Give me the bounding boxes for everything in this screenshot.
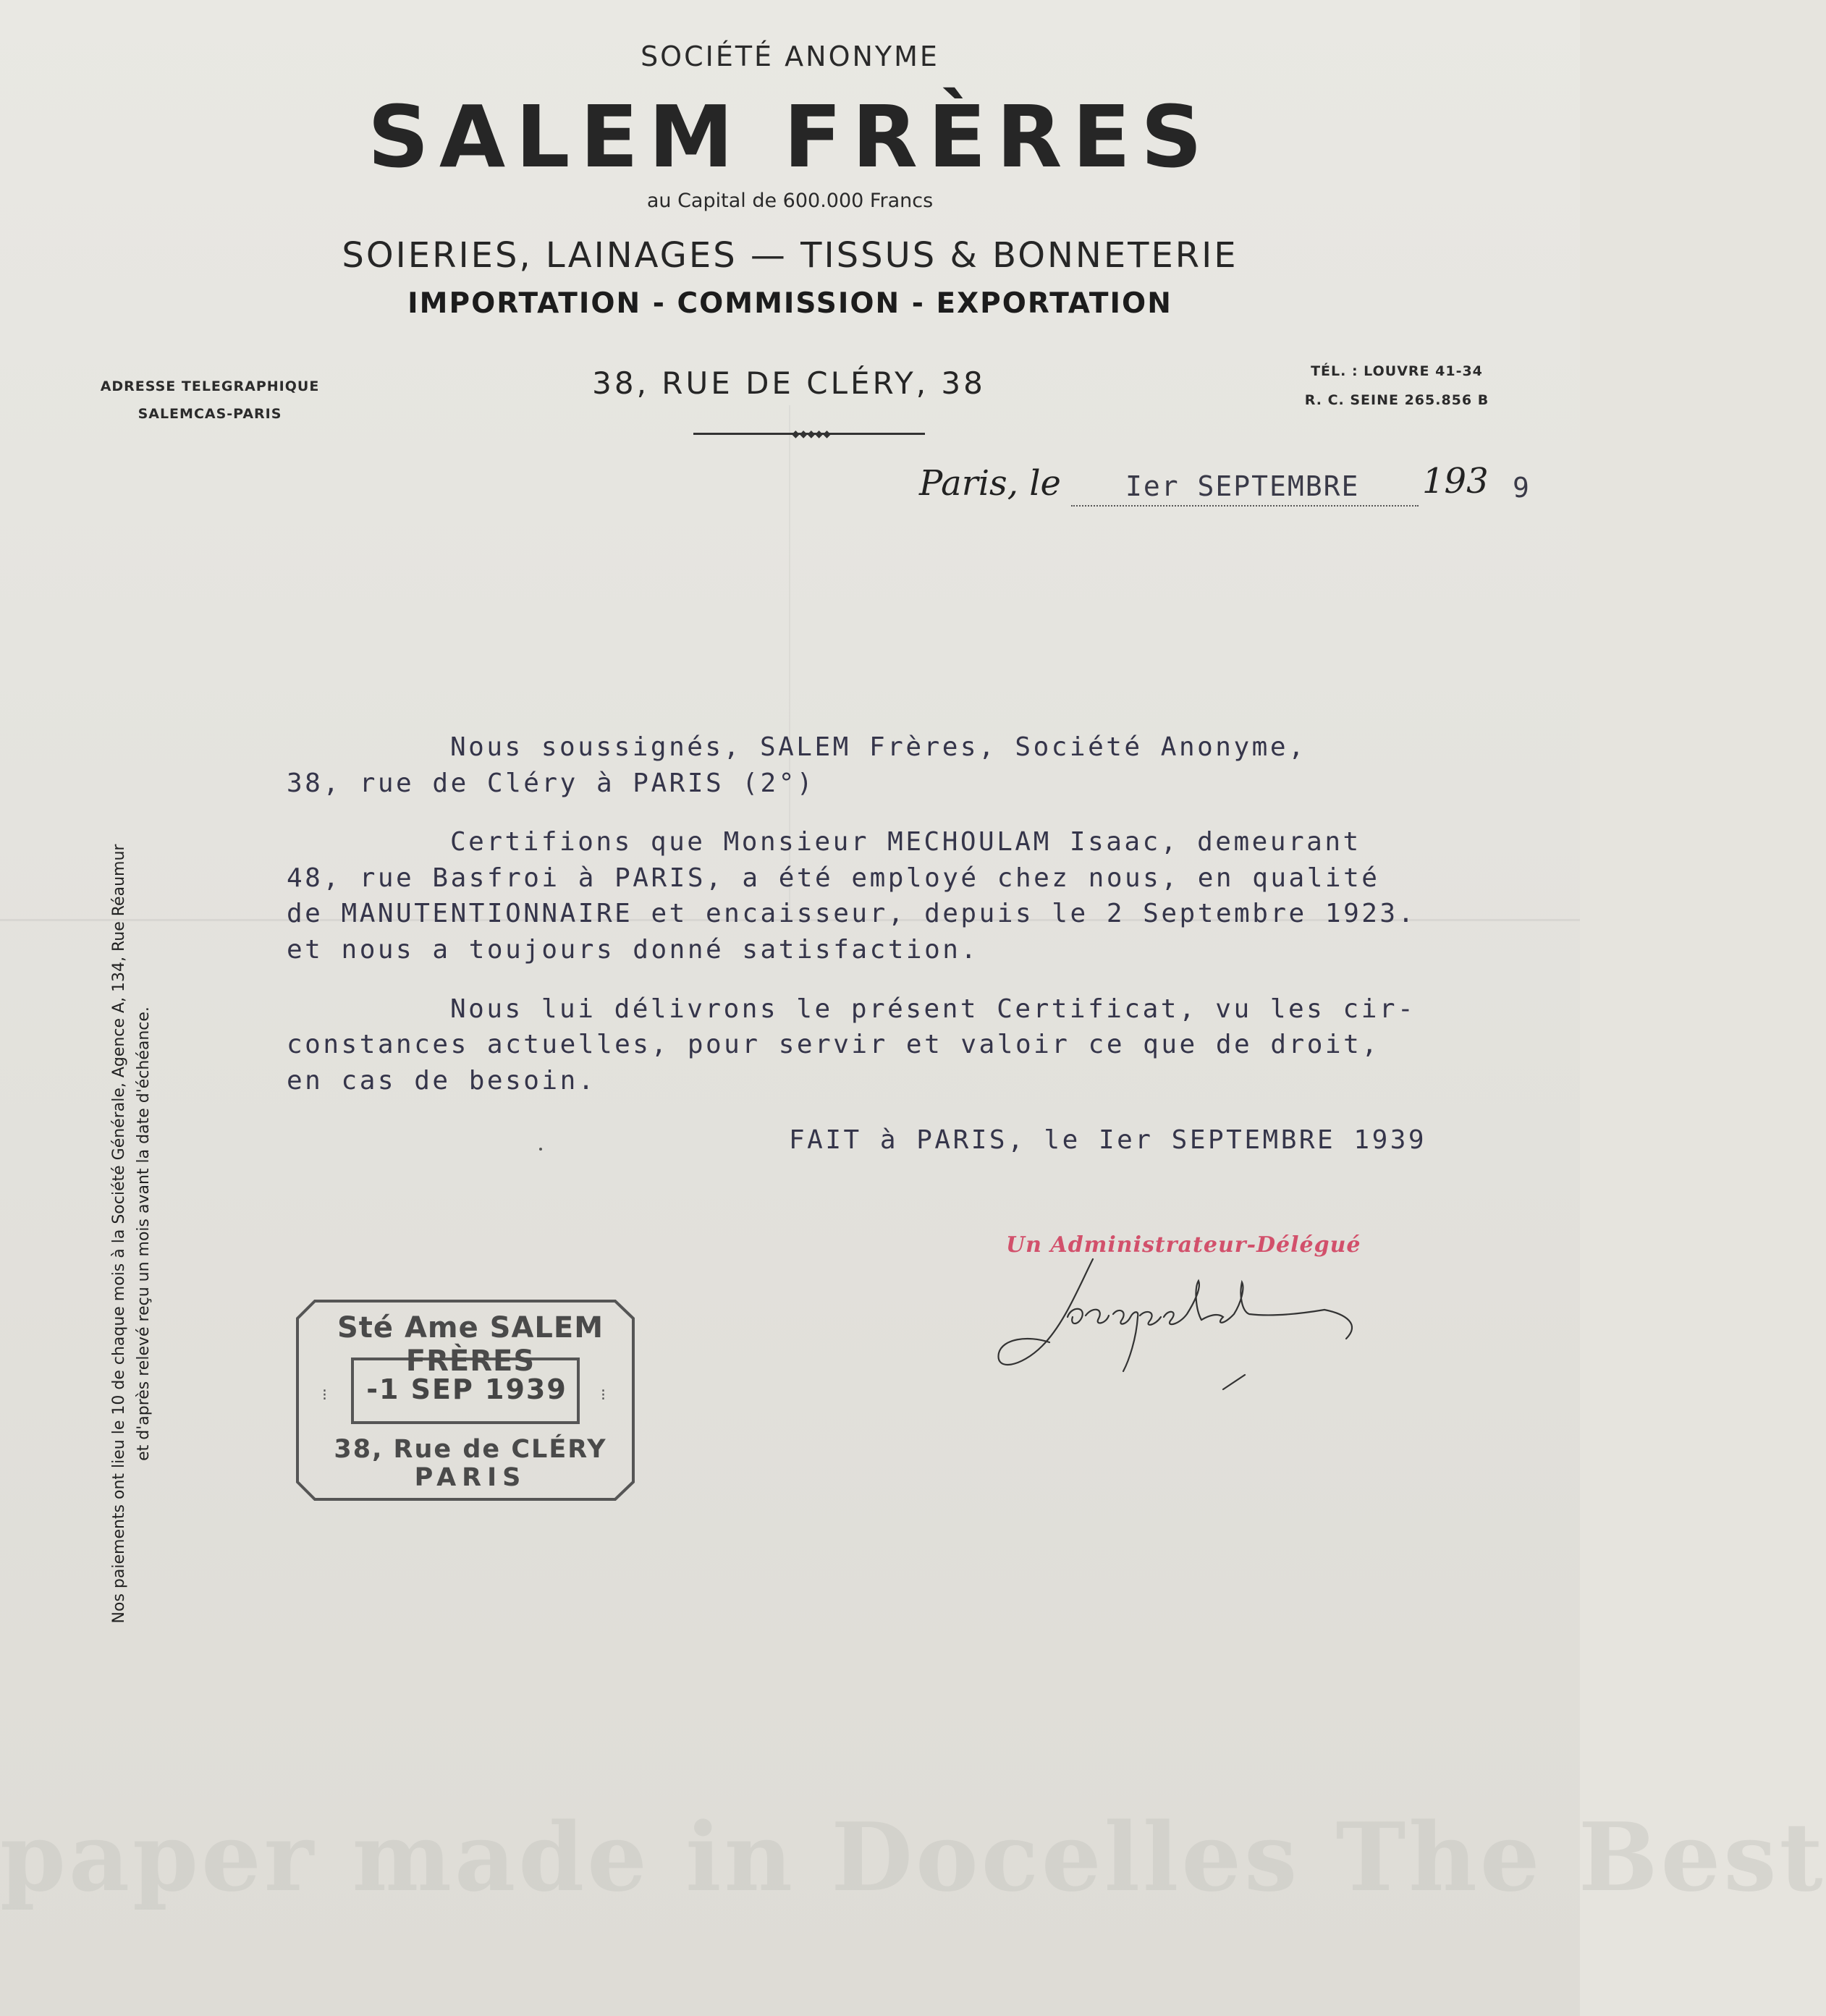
phone-number: TÉL. : LOUVRE 41-34 [1311, 363, 1483, 379]
body-line: constances actuelles, pour servir et valoir ce que de droit, [287, 1030, 1380, 1059]
date-year-digit: 9 [1513, 472, 1529, 504]
letterhead-address: 38, RUE DE CLÉRY, 38 [592, 365, 986, 401]
closing-line: FAIT à PARIS, le Ier SEPTEMBRE 1939 [789, 1125, 1427, 1155]
body-line: Certifions que Monsieur MECHOULAM Isaac, demeurant [450, 827, 1361, 857]
stamp-company-name: Sté Ame SALEM FRÈRES [337, 1311, 604, 1378]
paper-watermark: paper made in Docelles The Best [0, 1802, 1826, 1913]
date-typed: Ier SEPTEMBRE [1125, 470, 1360, 502]
registry-number: R. C. SEINE 265.856 B [1304, 392, 1489, 408]
body-line: Nous lui délivrons le présent Certificat, vu les cir- [450, 994, 1416, 1024]
letterhead-activities: IMPORTATION - COMMISSION - EXPORTATION [407, 287, 1172, 320]
date-year-printed: 193 [1422, 461, 1489, 501]
body-line: de MANUTENTIONNAIRE et encaisseur, depuis le 2 Septembre 1923. [287, 899, 1416, 928]
handwritten-signature [984, 1245, 1390, 1418]
letterhead-societe: SOCIÉTÉ ANONYME [641, 41, 939, 72]
svg-text:⁝: ⁝ [601, 1386, 606, 1405]
letterhead-trades: SOIERIES, LAINAGES — TISSUS & BONNETERIE [342, 235, 1238, 276]
letterhead-company-name: SALEM FRÈRES [367, 87, 1213, 187]
divider-ornament: ◆◆◆◆◆ [792, 428, 831, 440]
telegraph-label: ADRESSE TELEGRAPHIQUE [100, 378, 320, 394]
body-line: 48, rue Basfroi à PARIS, a été employé chez nous, en qualité [287, 863, 1380, 893]
body-line: 38, rue de Cléry à PARIS (2°) [287, 768, 816, 798]
body-line: en cas de besoin. [287, 1066, 596, 1096]
date-dotted-line [1071, 505, 1419, 507]
svg-text:⁝: ⁝ [322, 1386, 327, 1405]
payment-terms-line2: et d'après relevé reçu un mois avant la date d'échéance. [135, 1007, 153, 1461]
payment-terms-line1: Nos paiements ont lieu le 10 de chaque mois à la Société Générale, Agence A, 134, Rue Réaumur [110, 844, 128, 1624]
stamp-date: -1 SEP 1939 [366, 1373, 567, 1405]
stamp-address: 38, Rue de CLÉRY [334, 1435, 607, 1464]
telegraph-address-block [43, 373, 376, 428]
body-line: et nous a toujours donné satisfaction. [287, 935, 979, 965]
contact-block [1259, 357, 1534, 415]
date-label: Paris, le [919, 463, 1061, 504]
body-line: Nous soussignés, SALEM Frères, Société Anonyme, [450, 732, 1307, 762]
ink-dot [539, 1148, 542, 1151]
letterhead-capital: au Capital de 600.000 Francs [646, 190, 934, 212]
stamp-city: PARIS [414, 1463, 527, 1492]
signatory-title-stamp: Un Administrateur-Délégué [1006, 1232, 1361, 1258]
telegraph-value: SALEMCAS-PARIS [138, 406, 282, 422]
